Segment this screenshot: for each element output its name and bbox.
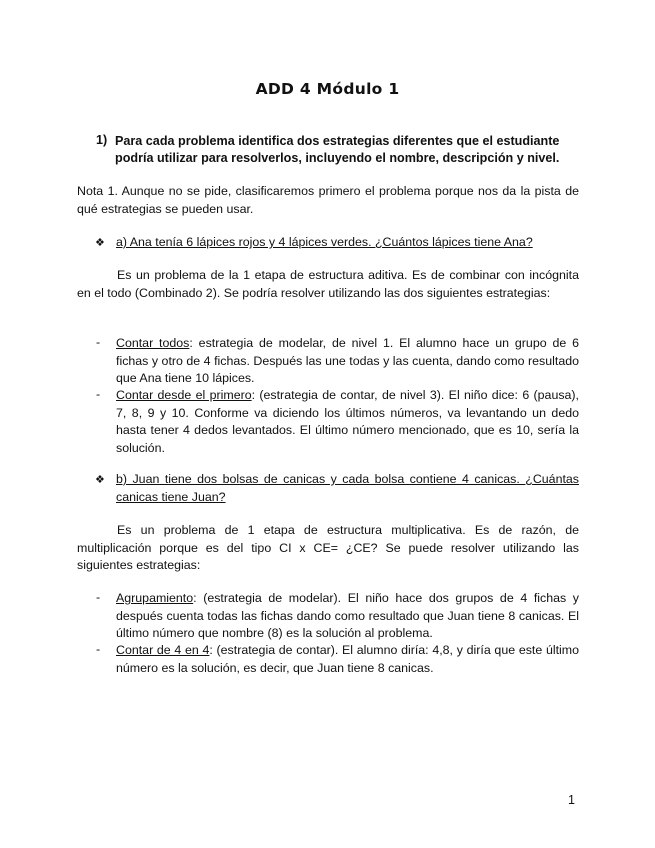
strategy-name: Contar todos [116,336,190,350]
strategy-description: : estrategia de modelar, de nivel 1. El alumno hace un grupo de 6 fichas y otro de 4 fichas. Después las une todas y las cuenta, dando como resultado que Ana tiene 10 lápices. [116,336,580,385]
strategy-item [116,590,579,643]
strategy-description: : (estrategia de contar, de nivel 3). El niño dice: 6 (pausa), 7, 8, 9 y 10. Conforme va diciendo los últimos números, va levantando un dedo hasta tener 4 dedos levantados. El último número mencionado, que es 10, sería la solución. [116,388,579,455]
problem-a-intro: Es un problema de la 1 etapa de estructura aditiva. Es de combinar con incógnita en el todo (Combinado 2). Se podría resolver utilizando las dos siguientes estrategias: [77,268,579,300]
problem-b-intro: Es un problema de 1 etapa de estructura multiplicativa. Es de razón, de multiplicación porque es del tipo CI x CE= ¿CE? Se puede resolver utilizando las siguientes estrategias: [77,523,579,572]
note-paragraph: Nota 1. Aunque no se pide, clasificaremos primero el problema porque nos da la pista de qué estrategias se pueden usar. [77,184,579,216]
strategy-name: Contar desde el primero [116,388,252,402]
list-dash: - [96,387,101,401]
list-dash: - [96,590,101,604]
list-dash: - [96,642,101,656]
problem-a-heading: a) Ana tenía 6 lápices rojos y 4 lápices verdes. ¿Cuántos lápices tiene Ana? [116,235,533,249]
strategy-description: : (estrategia de modelar). El niño hace dos grupos de 4 fichas y después cuenta todas las fichas dando como resultado que Juan tiene 8 canicas. El último número que nombre (8) es la solución al problema. [116,591,579,640]
strategy-name: Contar de 4 en 4 [116,643,210,657]
problem-b-heading: b) Juan tiene dos bolsas de canicas y cada bolsa contiene 4 canicas. ¿Cuántas canicas tiene Juan? [116,472,579,504]
question-number: 1) [96,133,108,147]
page-number: 1 [568,793,575,807]
diamond-bullet-icon: ❖ [95,474,105,486]
question-text: Para cada problema identifica dos estrategias diferentes que el estudiante podría utilizar para resolverlos, incluyendo el nombre, descripción y nivel. [115,134,560,165]
strategy-item [116,387,579,457]
strategy-item [116,642,579,677]
strategy-description: : (estrategia de contar). El alumno diría: 4,8, y diría que este último número es la solución, es decir, que Juan tiene 8 canicas. [116,643,579,675]
page-title: ADD 4 Módulo 1 [255,80,400,98]
strategy-item [116,335,579,388]
list-dash: - [96,335,101,349]
strategy-name: Agrupamiento [116,591,194,605]
diamond-bullet-icon: ❖ [95,237,105,249]
